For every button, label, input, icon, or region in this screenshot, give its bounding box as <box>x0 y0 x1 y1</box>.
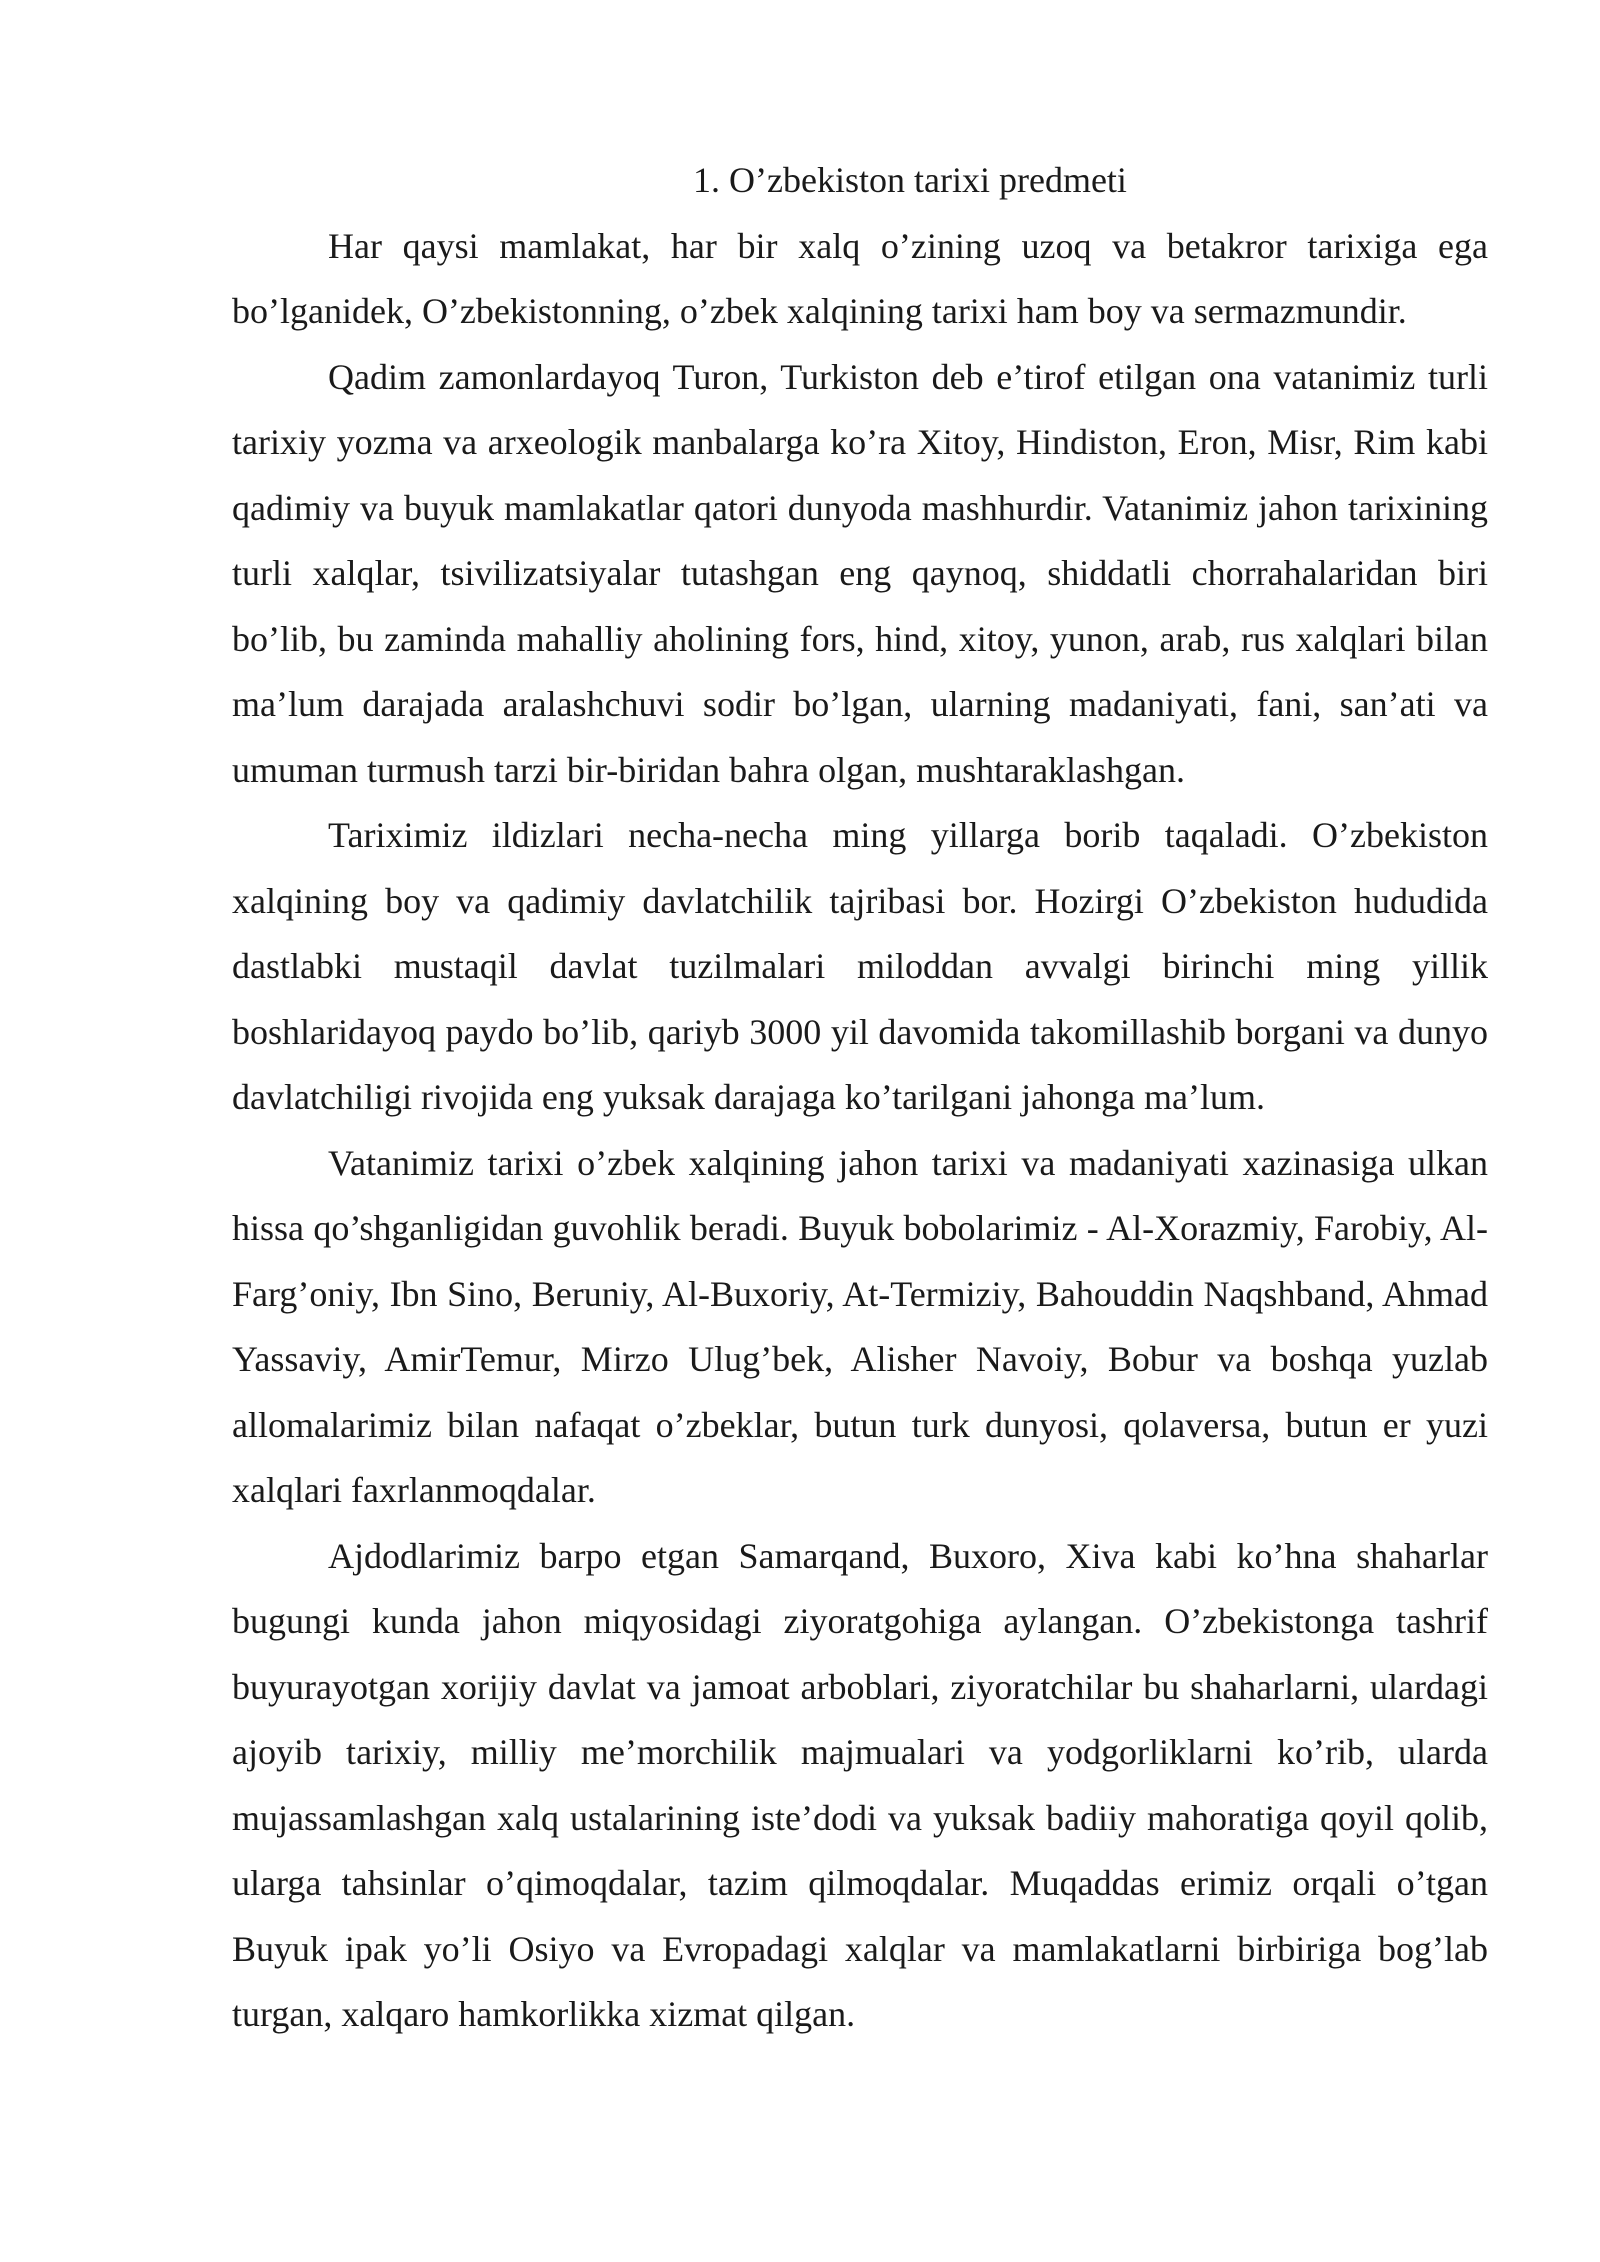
paragraph-1: Har qaysi mamlakat, har bir xalq o’zining uzoq va betakror tarixiga ega bo’lganidek, O’zbekistonning, o’zbek xalqining tarixi ham boy va sermazmundir. <box>232 225 1488 331</box>
paragraph-5: Ajdodlarimiz barpo etgan Samarqand, Buxoro, Xiva kabi ko’hna shaharlar bugungi kunda jahon miqyosidagi ziyoratgohiga aylangan. O’zbekistonga tashrif buyurayotgan xorijiy davlat va jamoat arboblari, ziyoratchilar bu shaharlarni, ulardagi ajoyib tarixiy, milliy me’morchilik majmualari va yodgorliklarni ko’rib, ularda mujassamlashgan xalq ustalarining iste’dodi va yuksak badiiy mahoratiga qoyil qolib, ularga tahsinlar o’qimoqdalar, tazim qilmoqdalar. Muqaddas erimiz orqali o’tgan Buyuk ipak yo’li Osiyo va Evropadagi xalqlar va mamlakatlarni birbiriga bog’lab turgan, xalqaro hamkorlikka xizmat qilgan. <box>232 1535 1488 2034</box>
document-body <box>232 148 1488 2048</box>
paragraph-4: Vatanimiz tarixi o’zbek xalqining jahon tarixi va madaniyati xazinasiga ulkan hissa qo’shganligidan guvohlik beradi. Buyuk bobolarimiz - Al-Xorazmiy, Farobiy, Al-Farg’oniy, Ibn Sino, Beruniy, Al-Buxoriy, At-Termiziy, Bahouddin Naqshband, Ahmad Yassaviy, AmirTemur, Mirzo Ulug’bek, Alisher Navoiy, Bobur va boshqa yuzlab allomalarimiz bilan nafaqat o’zbeklar, butun turk dunyosi, qolaversa, butun er yuzi xalqlari faxrlanmoqdalar. <box>232 1142 1488 1510</box>
paragraph-3: Tariximiz ildizlari necha-necha ming yillarga borib taqaladi. O’zbekiston xalqining boy va qadimiy davlatchilik tajribasi bor. Hozirgi O’zbekiston hududida dastlabki mustaqil davlat tuzilmalari miloddan avvalgi birinchi ming yillik boshlaridayoq paydo bo’lib, qariyb 3000 yil davomida takomillashib borgani va dunyo davlatchiligi rivojida eng yuksak darajaga ko’tarilgani jahonga ma’lum. <box>232 815 1488 1117</box>
page-title: 1. O’zbekiston tarixi predmeti <box>693 160 1127 200</box>
paragraph-2: Qadim zamonlardayoq Turon, Turkiston deb e’tirof etilgan ona vatanimiz turli tarixiy yozma va arxeologik manbalarga ko’ra Xitoy, Hindiston, Eron, Misr, Rim kabi qadimiy va buyuk mamlakatlar qatori dunyoda mashhurdir. Vatanimiz jahon tarixining turli xalqlar, tsivilizatsiyalar tutashgan eng qaynoq, shiddatli chorrahalaridan biri bo’lib, bu zaminda mahalliy aholining fors, hind, xitoy, yunon, arab, rus xalqlari bilan ma’lum darajada aralashchuvi sodir bo’lgan, ularning madaniyati, fani, san’ati va umuman turmush tarzi bir-biridan bahra olgan, mushtaraklashgan. <box>232 356 1488 790</box>
